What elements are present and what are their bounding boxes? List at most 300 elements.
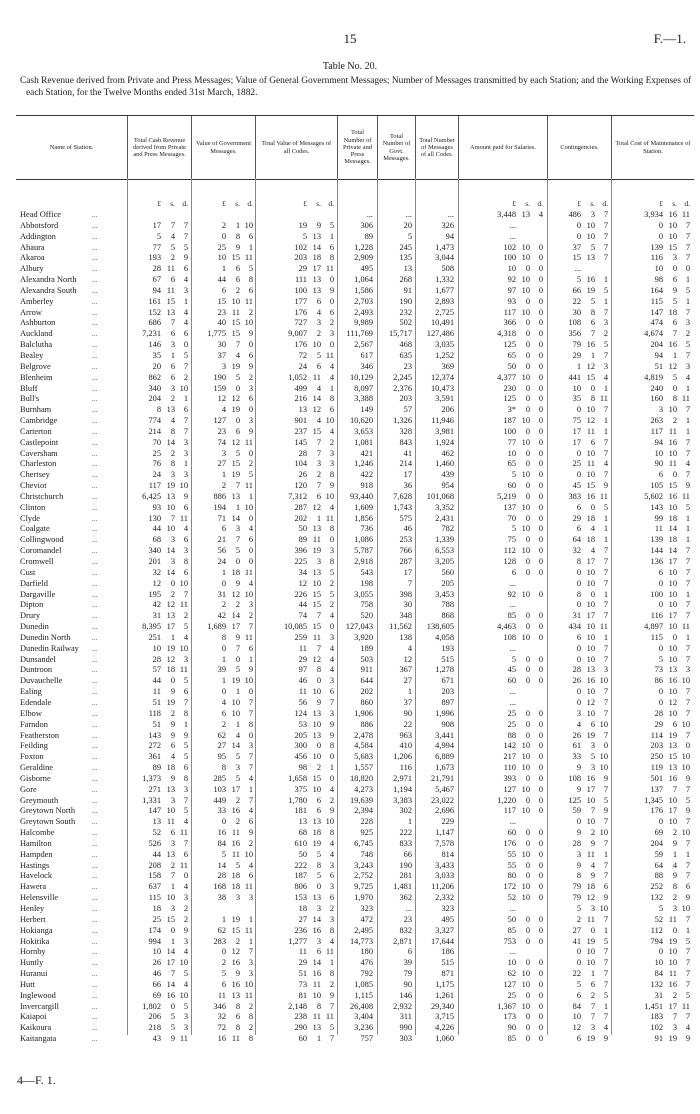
con-cell	[555, 980, 608, 991]
cash-pence: 9	[183, 491, 188, 501]
con-shillings: 10	[586, 643, 595, 653]
cash-shillings: 8	[170, 426, 175, 436]
total-shillings: 13	[312, 708, 321, 718]
con-cell	[555, 514, 608, 525]
mnt-pounds: 6	[658, 470, 663, 480]
con-pence: 7	[603, 611, 608, 621]
govt-shillings: 2	[235, 795, 240, 805]
total-shillings: 6	[316, 806, 321, 816]
govt-shillings: 12	[231, 589, 240, 599]
govt-pounds: 6	[221, 285, 226, 295]
con-pence: 5	[603, 285, 608, 295]
mnt-pounds: 0	[658, 697, 663, 707]
cash-pence: 3	[183, 1023, 188, 1033]
mnt-pence: 1	[685, 383, 690, 393]
mnt-pounds: 31	[654, 990, 663, 1000]
mnt-pence: 7	[685, 600, 690, 610]
sal-pence: 0	[538, 546, 543, 556]
leader-dots: ...	[92, 623, 98, 632]
station-name: Hawera	[20, 882, 47, 892]
govt-pence: 7	[248, 697, 253, 707]
govt-shillings: 13	[231, 491, 240, 501]
con-shillings: 16	[586, 491, 595, 501]
mnt-shillings: 12	[668, 361, 677, 371]
con-pence: 7	[603, 600, 608, 610]
mnt-pence: 7	[685, 253, 690, 263]
con-shillings: 18	[586, 535, 595, 545]
mnt-pounds: 112	[650, 925, 663, 935]
sal-shillings: 0	[525, 405, 530, 415]
mnt-shillings: 4	[672, 860, 677, 870]
sal-shillings: 0	[525, 567, 530, 577]
sal-pence: 0	[538, 990, 543, 1000]
ng-cell: 36	[403, 481, 412, 491]
mnt-shillings: 10	[668, 578, 677, 588]
total-shillings: 12	[312, 654, 321, 664]
total-pence: 4	[329, 654, 334, 664]
govt-cell	[200, 947, 253, 958]
station-name: Huranui	[20, 969, 48, 979]
sal-pence: 0	[538, 1034, 543, 1044]
total-shillings: 11	[312, 372, 321, 382]
cash-pence: 10	[179, 578, 188, 588]
ng-cell: 2,245	[393, 372, 412, 382]
govt-shillings: 6	[235, 264, 240, 274]
total-pence: 8	[329, 828, 334, 838]
mnt-cell	[637, 394, 690, 405]
total-pounds: 499	[294, 383, 307, 393]
govt-cell	[200, 915, 253, 926]
con-cell	[555, 286, 608, 297]
table-header	[16, 115, 694, 180]
table-row	[16, 709, 694, 720]
sal-pence: 0	[538, 350, 543, 360]
cash-cell	[135, 600, 188, 611]
con-pounds: 28	[572, 665, 581, 675]
sal-cell	[490, 308, 543, 319]
cash-pence: 5	[183, 350, 188, 360]
cash-shillings: 18	[166, 763, 175, 773]
total-shillings: 2	[316, 763, 321, 773]
mnt-cell	[637, 882, 690, 893]
ng-cell: 281	[399, 871, 412, 881]
np-cell: 9,725	[354, 882, 373, 892]
mnt-cell	[637, 373, 690, 384]
na-cell: 3,033	[435, 871, 454, 881]
total-pence: 2	[329, 437, 334, 447]
con-pounds: 75	[572, 416, 581, 426]
govt-shillings: 16	[231, 979, 240, 989]
total-pence: 9	[329, 481, 334, 491]
np-cell: 189	[360, 643, 373, 653]
leader-dots: ...	[92, 720, 98, 729]
govt-shillings: 7	[235, 643, 240, 653]
cash-cell	[135, 882, 188, 893]
table-row	[16, 958, 694, 969]
sal-cell	[490, 1012, 543, 1023]
cash-cell	[135, 796, 188, 807]
mnt-shillings: 17	[668, 557, 677, 566]
govt-cell	[200, 785, 253, 796]
govt-pounds: 62	[217, 730, 226, 740]
mnt-pounds: 102	[650, 1023, 663, 1033]
mnt-cell	[637, 850, 690, 861]
ng-cell: 1,326	[393, 416, 412, 426]
header-contingencies: Contingencies.	[547, 116, 611, 179]
ng-cell: 1,194	[393, 784, 412, 794]
table-row	[16, 1012, 694, 1023]
units-group	[200, 199, 253, 208]
con-shillings: 11	[586, 849, 595, 859]
sal-cell	[490, 709, 543, 720]
mnt-shillings: 15	[668, 481, 677, 491]
con-pounds: 0	[576, 470, 581, 480]
con-shillings: 10	[586, 632, 595, 642]
sal-shillings	[516, 644, 530, 655]
cash-shillings: 2	[170, 589, 175, 599]
cash-pence: 3	[183, 448, 188, 458]
total-shillings: 13	[312, 524, 321, 534]
cash-cell	[135, 720, 188, 731]
mnt-pence: 7	[685, 871, 690, 881]
table-row	[16, 882, 694, 893]
unit-s: s.	[235, 199, 240, 208]
cash-pence: 0	[183, 340, 188, 350]
con-cell	[555, 449, 608, 460]
cash-pence: 5	[183, 741, 188, 751]
total-pounds: 226	[294, 589, 307, 599]
station-name: Bealey	[20, 350, 44, 360]
cash-pounds: 89	[152, 763, 161, 773]
mnt-pence: 1	[685, 849, 690, 859]
na-cell: 2,696	[435, 806, 454, 816]
leader-dots: ...	[92, 991, 98, 1000]
govt-shillings: 19	[231, 676, 240, 686]
total-cell	[281, 980, 334, 991]
ng-cell: 7,628	[393, 491, 412, 501]
govt-pounds: 283	[213, 936, 226, 946]
cash-pence: 11	[179, 665, 188, 675]
con-pence: 1	[603, 1001, 608, 1011]
govt-pence: 11	[244, 296, 253, 306]
ng-cell: 203	[399, 394, 412, 404]
cash-pence: 6	[183, 687, 188, 697]
govt-pence: 6	[248, 350, 253, 360]
leader-dots: ...	[92, 1024, 98, 1033]
mnt-shillings: 10	[668, 622, 677, 632]
np-cell: 2,493	[354, 307, 373, 317]
mnt-cell	[637, 264, 690, 275]
cash-cell	[135, 665, 188, 676]
con-pounds: 6	[576, 1034, 581, 1044]
cash-shillings: 3	[170, 838, 175, 848]
sal-shillings: 0	[525, 611, 530, 621]
mnt-cell	[637, 731, 690, 742]
total-cell	[281, 470, 334, 481]
unit-s: s.	[525, 199, 530, 208]
cash-cell	[135, 438, 188, 449]
mnt-pence: 7	[685, 784, 690, 794]
leader-dots: ...	[92, 894, 98, 903]
leader-dots: ...	[92, 341, 98, 350]
con-cell	[555, 937, 608, 948]
leader-dots: ...	[92, 980, 98, 989]
np-cell: 1,115	[354, 990, 373, 1000]
con-cell	[555, 557, 608, 568]
sal-pence: 0	[538, 383, 543, 393]
sal-pounds: 92	[507, 275, 516, 285]
cash-cell	[135, 611, 188, 622]
mnt-pounds: 117	[650, 426, 663, 436]
govt-cell	[200, 232, 253, 243]
sal-cell	[490, 492, 543, 503]
con-pence: 10	[599, 752, 608, 762]
cash-shillings: 6	[170, 361, 175, 371]
govt-pounds: 74	[217, 437, 226, 447]
mnt-pounds: 147	[650, 307, 663, 317]
govt-pounds: 12	[217, 394, 226, 404]
cash-pence: 7	[183, 416, 188, 426]
total-pounds: 60	[298, 1034, 307, 1044]
total-pounds: 145	[294, 437, 307, 447]
total-pence: 6	[329, 871, 334, 881]
govt-pounds: 38	[217, 893, 226, 903]
govt-pounds: 62	[217, 925, 226, 935]
govt-cell	[200, 752, 253, 763]
con-pence: 1	[603, 632, 608, 642]
cash-shillings: 19	[166, 643, 175, 653]
np-cell: 476	[360, 958, 373, 968]
total-shillings: 14	[312, 914, 321, 924]
leader-dots: ...	[92, 850, 98, 859]
con-pence: 10	[599, 763, 608, 773]
sal-pounds: 85	[507, 611, 516, 621]
con-shillings: 10	[586, 817, 595, 827]
sal-shillings: 0	[525, 394, 530, 404]
header-maintenance: Total Cost of Maintenance of Station.	[611, 116, 694, 179]
station-name: Akaroa	[20, 253, 45, 263]
table-row	[16, 579, 694, 590]
na-cell: 3,327	[435, 925, 454, 935]
cash-pence: 10	[179, 643, 188, 653]
mnt-shillings: 10	[668, 817, 677, 827]
cash-cell	[135, 568, 188, 579]
mnt-shillings: 16	[668, 773, 677, 783]
station-name: Helensville	[20, 893, 59, 903]
total-shillings: 10	[312, 578, 321, 588]
con-pounds: ...	[574, 264, 581, 274]
govt-cell	[200, 449, 253, 460]
cash-pounds: 774	[148, 416, 161, 426]
govt-pounds: 31	[217, 589, 226, 599]
table-body	[16, 210, 694, 1045]
mnt-pounds: 94	[654, 350, 663, 360]
govt-pence: 1	[248, 654, 253, 664]
govt-pence: 1	[248, 936, 253, 946]
con-shillings: 13	[586, 253, 595, 263]
con-cell	[555, 492, 608, 503]
leader-dots: ...	[92, 308, 98, 317]
cash-cell	[135, 470, 188, 481]
con-pence: 7	[603, 470, 608, 480]
mnt-pence: 7	[685, 1012, 690, 1022]
con-pounds: 35	[572, 394, 581, 404]
na-cell: 814	[441, 849, 454, 859]
con-pence: 1	[603, 426, 608, 436]
mnt-pounds: 5	[658, 654, 663, 664]
total-pence: 11	[325, 947, 334, 957]
ng-cell: 468	[399, 340, 412, 350]
cash-shillings: 3	[170, 340, 175, 350]
sal-pounds: 172	[503, 882, 516, 892]
govt-pounds: 2	[221, 481, 226, 491]
total-cell	[281, 449, 334, 460]
total-pence: 4	[329, 784, 334, 794]
ng-cell: 91	[403, 285, 412, 295]
sal-shillings: 0	[525, 708, 530, 718]
cash-pounds: 994	[148, 936, 161, 946]
mnt-pence: 7	[685, 611, 690, 621]
govt-pence: 10	[244, 220, 253, 230]
sal-cell	[490, 871, 543, 882]
con-pence: 7	[603, 350, 608, 360]
total-pence: 6	[329, 307, 334, 317]
total-cell	[281, 871, 334, 882]
table-row	[16, 253, 694, 264]
sal-cell	[490, 384, 543, 395]
con-pence: 1	[603, 849, 608, 859]
station-name: Darfield	[20, 578, 48, 588]
units-group	[135, 199, 188, 208]
station-name: Dargaville	[20, 589, 56, 599]
govt-pounds: 32	[217, 1012, 226, 1022]
cash-shillings: 14	[166, 546, 175, 556]
mnt-shillings: 3	[672, 1023, 677, 1033]
total-pence: 8	[329, 470, 334, 480]
mnt-pounds: 164	[650, 285, 663, 295]
total-pounds: 238	[294, 1012, 307, 1022]
leader-dots: ...	[92, 568, 98, 577]
govt-shillings: 9	[235, 242, 240, 252]
total-pounds: 73	[298, 979, 307, 989]
con-cell	[555, 1023, 608, 1034]
con-pounds: 5	[576, 904, 581, 913]
total-cell	[281, 915, 334, 926]
leader-dots: ...	[92, 514, 98, 523]
table-row	[16, 937, 694, 948]
mnt-cell	[637, 351, 690, 362]
mnt-pence: 7	[685, 437, 690, 447]
ng-cell: 57	[403, 405, 412, 415]
govt-cell	[200, 774, 253, 785]
govt-pounds: 1	[221, 470, 226, 480]
con-shillings: 1	[590, 969, 595, 979]
govt-pounds: 72	[217, 1023, 226, 1033]
govt-pence: 8	[248, 275, 253, 285]
govt-pounds: 4	[221, 697, 226, 707]
con-cell	[555, 318, 608, 329]
con-pounds: 22	[572, 296, 581, 306]
govt-pounds: 16	[217, 828, 226, 838]
total-cell	[281, 308, 334, 319]
sal-pounds: 50	[507, 914, 516, 924]
mnt-cell	[637, 503, 690, 514]
total-cell	[281, 318, 334, 329]
mnt-pounds: 73	[654, 665, 663, 675]
sal-cell	[490, 546, 543, 557]
np-cell: 6,745	[354, 838, 373, 848]
sal-pounds: 3,448	[497, 210, 516, 219]
mnt-shillings: 17	[668, 1001, 677, 1011]
cash-cell	[135, 459, 188, 470]
govt-pounds: 24	[217, 557, 226, 566]
govt-cell	[200, 991, 253, 1002]
mnt-cell	[637, 318, 690, 329]
govt-pounds: 886	[213, 491, 226, 501]
cash-shillings: 6	[170, 828, 175, 838]
mnt-pence: 7	[685, 914, 690, 924]
sal-pounds: ...	[509, 578, 516, 588]
con-shillings: 10	[586, 231, 595, 241]
cash-cell	[135, 871, 188, 882]
sal-pounds: 100	[503, 253, 516, 263]
np-cell: 543	[360, 567, 373, 577]
sal-pounds: 93	[507, 296, 516, 306]
sal-pounds: 25	[507, 990, 516, 1000]
mnt-pounds: 132	[650, 979, 663, 989]
govt-pence: 5	[248, 470, 253, 480]
con-pence: 1	[603, 513, 608, 523]
np-cell: 1,086	[354, 535, 373, 545]
cash-pounds: 44	[152, 524, 161, 534]
ng-cell: 23	[403, 914, 412, 924]
np-cell: 758	[360, 600, 373, 610]
sal-pounds: 753	[503, 936, 516, 946]
con-cell	[555, 763, 608, 774]
np-cell: 2,495	[354, 925, 373, 935]
unit-d: d.	[247, 199, 253, 208]
govt-pounds: 0	[221, 578, 226, 588]
sal-pence: 0	[538, 828, 543, 838]
cash-pounds: 526	[148, 838, 161, 848]
sal-shillings: 10	[521, 437, 530, 447]
cash-shillings: 2	[170, 253, 175, 263]
govt-cell	[200, 839, 253, 850]
ng-cell: 22	[403, 719, 412, 729]
unit-s: s.	[590, 199, 595, 208]
total-cell	[281, 329, 334, 340]
cash-cell	[135, 1023, 188, 1034]
govt-cell	[200, 253, 253, 264]
mnt-shillings: 16	[668, 340, 677, 350]
sal-pounds: 117	[503, 806, 516, 816]
cash-pence: 8	[183, 557, 188, 566]
total-pence: 1	[329, 958, 334, 968]
sal-pounds: 77	[507, 437, 516, 447]
leader-dots: ...	[92, 655, 98, 664]
total-cell	[281, 958, 334, 969]
cash-shillings: 0	[170, 925, 175, 935]
na-cell: 897	[441, 697, 454, 707]
con-shillings: 4	[590, 524, 595, 534]
con-cell	[555, 470, 608, 481]
govt-cell	[200, 373, 253, 384]
con-cell	[555, 384, 608, 395]
con-pounds: 0	[576, 578, 581, 588]
table-row	[16, 1002, 694, 1013]
sal-cell	[490, 926, 543, 937]
sal-pence: 0	[538, 567, 543, 577]
